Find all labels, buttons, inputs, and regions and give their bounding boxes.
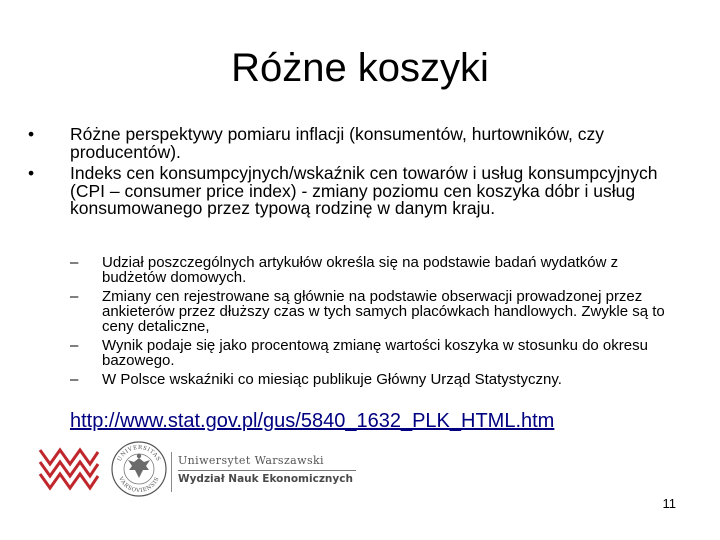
sub-bullet-text: W Polsce wskaźniki co miesiąc publikuje Główny Urząd Statystyczny. (102, 371, 562, 388)
logo-rule (178, 470, 356, 471)
sub-bullet-list (70, 255, 680, 391)
sub-bullet-text: Wynik podaje się jako procentową zmianę wartości koszyka w stosunku do okresu bazowego. (102, 337, 648, 369)
sub-bullet-text: Udział poszczególnych artykułów określa się na podstawie badań wydatków z budżetów domowych. (102, 254, 619, 286)
university-seal-icon (110, 440, 168, 498)
seal-top-text: UNIVERSITAS (116, 444, 162, 463)
wne-zigzag-logo-icon (38, 444, 100, 496)
gus-link[interactable]: http://www.stat.gov.pl/gus/5840_1632_PLK_HTML.htm (70, 410, 555, 432)
bullet-item (28, 126, 688, 161)
bullet-text: Różne perspektywy pomiaru inflacji (konsumentów, hurtowników, czy producentów). (70, 124, 604, 162)
sub-bullet-item (70, 338, 680, 368)
bullet-list (28, 126, 688, 222)
bullet-marker: • (28, 124, 35, 144)
sub-bullet-item (70, 289, 680, 334)
sub-bullet-text: Zmiany cen rejestrowane są głównie na podstawie obserwacji prowadzonej przez ankieterów przez dłuższy czas w tych samych placówkach handlowych. Zwykle są to ceny detaliczne, (102, 288, 665, 335)
sub-bullet-item (70, 372, 680, 387)
bullet-text: Indeks cen konsumpcyjnych/wskaźnik cen towarów i usług konsumpcyjnych (CPI – consumer price index) - zmiany poziomu cen koszyka dóbr i usług konsumowanego przez typową rodzinę w danym kraju. (70, 163, 658, 218)
sub-bullet-item (70, 255, 680, 285)
sub-bullet-marker: – (70, 288, 79, 305)
university-logo (38, 440, 368, 502)
page-number: 11 (662, 496, 676, 511)
sub-bullet-marker: – (70, 254, 79, 271)
bullet-item (28, 165, 688, 218)
slide-title: Różne koszyki (231, 46, 489, 90)
sub-bullet-marker: – (70, 337, 79, 354)
sub-bullet-marker: – (70, 371, 79, 388)
university-name: Uniwersytet Warszawski (178, 454, 324, 467)
bullet-marker: • (28, 163, 35, 183)
logo-divider (171, 452, 172, 492)
seal-bottom-text: VARSOVIENSIS (117, 476, 161, 495)
faculty-name: Wydział Nauk Ekonomicznych (178, 473, 353, 485)
